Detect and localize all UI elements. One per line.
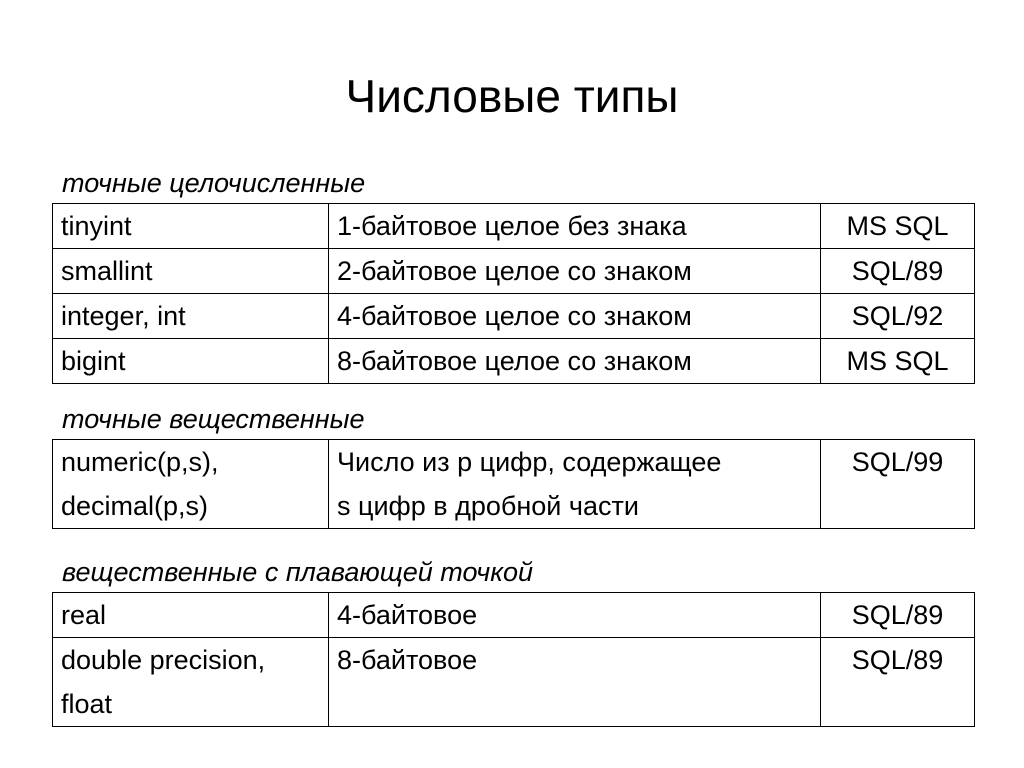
section-caption-floating-point: вещественные с плавающей точкой (62, 557, 533, 587)
table-row (53, 294, 975, 339)
standard-cell: SQL/89 (821, 593, 975, 638)
type-description: 8-байтовое (337, 645, 478, 675)
standard-cell: MS SQL (821, 339, 975, 384)
type-description: 4-байтовое (337, 600, 478, 630)
type-cell (53, 593, 329, 638)
standard-cell: SQL/89 (821, 638, 975, 727)
standard-cell: SQL/92 (821, 294, 975, 339)
table-row (53, 204, 975, 249)
type-name: integer, int (61, 301, 186, 331)
description-cell (329, 638, 821, 727)
section-caption-exact-integer: точные целочисленные (62, 168, 366, 198)
type-name: float (61, 689, 113, 719)
type-cell (53, 249, 329, 294)
type-cell (53, 294, 329, 339)
table-row (53, 339, 975, 384)
description-cell (329, 249, 821, 294)
description-cell (329, 204, 821, 249)
type-name: bigint (61, 346, 126, 376)
type-description: 2-байтовое целое со знаком (337, 256, 692, 286)
type-name: tinyint (61, 211, 132, 241)
type-name: numeric(p,s), (61, 447, 219, 477)
table-row (53, 593, 975, 638)
section-caption-exact-real: точные вещественные (62, 404, 365, 434)
standard-cell: MS SQL (821, 204, 975, 249)
type-name: double precision, (61, 645, 266, 675)
type-description: 4-байтовое целое со знаком (337, 301, 692, 331)
type-description: Число из p цифр, содержащее (337, 447, 722, 477)
type-name: real (61, 600, 107, 630)
slide-title: Числовые типы (345, 70, 679, 122)
table-floating-point (52, 592, 975, 727)
description-cell (329, 294, 821, 339)
type-description: 8-байтовое целое со знаком (337, 346, 692, 376)
type-description: 1-байтовое целое без знака (337, 211, 687, 241)
type-cell (53, 339, 329, 384)
type-cell (53, 204, 329, 249)
type-name: smallint (61, 256, 153, 286)
type-name: decimal(p,s) (61, 491, 209, 521)
standard-cell: SQL/99 (821, 440, 975, 529)
type-cell (53, 638, 329, 727)
standard-cell: SQL/89 (821, 249, 975, 294)
description-cell (329, 593, 821, 638)
table-row (53, 249, 975, 294)
table-row (53, 440, 975, 529)
table-exact-integer (52, 203, 975, 384)
type-description: s цифр в дробной части (337, 491, 639, 521)
description-cell (329, 440, 821, 529)
table-row (53, 638, 975, 727)
type-cell (53, 440, 329, 529)
table-exact-real (52, 439, 975, 529)
description-cell (329, 339, 821, 384)
